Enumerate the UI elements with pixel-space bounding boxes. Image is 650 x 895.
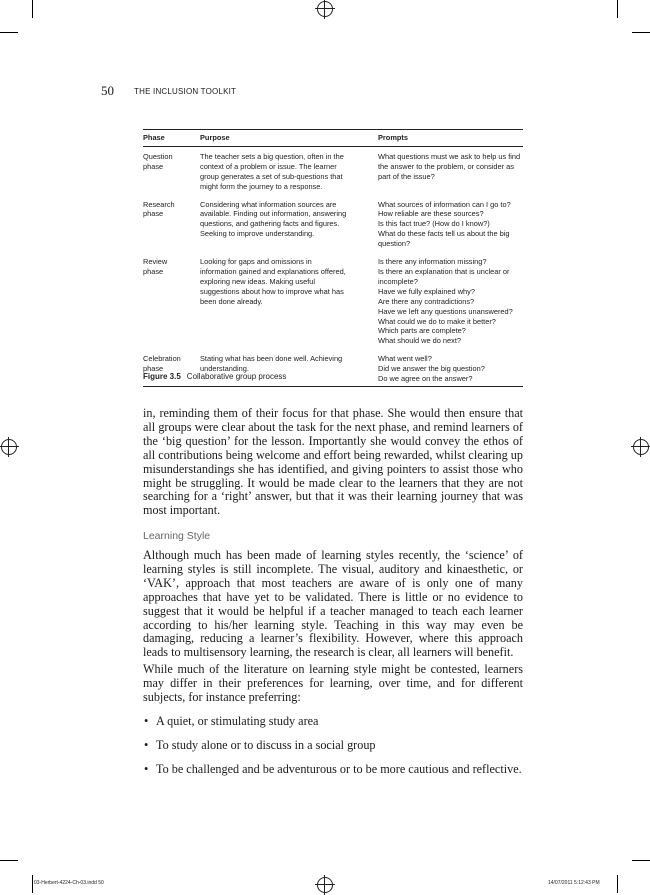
cell-line: the answer to the problem, or consider as bbox=[378, 161, 514, 171]
cell-line: Have we left any questions unanswered? bbox=[378, 306, 513, 316]
cell-line: questions, and gathering facts and figures. bbox=[200, 219, 340, 229]
crop-mark bbox=[0, 32, 18, 33]
column-header-prompts: Prompts bbox=[378, 130, 523, 147]
prompts-cell bbox=[378, 349, 523, 386]
prompts-cell bbox=[378, 146, 523, 194]
registration-mark-icon bbox=[1, 439, 17, 455]
bullet-icon: • bbox=[144, 738, 149, 752]
slug-file: 03-Herbert-4224-Ch-03.indd 50 bbox=[34, 880, 104, 886]
cell-line: Question bbox=[143, 151, 173, 161]
crop-mark bbox=[32, 875, 33, 893]
cell-line: What sources of information can I go to? bbox=[378, 199, 511, 209]
cell-line: part of the issue? bbox=[378, 171, 435, 181]
prompts-cell bbox=[378, 252, 523, 349]
cell-line: How reliable are these sources? bbox=[378, 209, 484, 219]
registration-mark-icon bbox=[317, 1, 333, 17]
cell-line: What could we do to make it better? bbox=[378, 316, 496, 326]
purpose-cell bbox=[200, 252, 378, 349]
cell-line: Is there an explanation that is unclear or bbox=[378, 266, 510, 276]
purpose-cell bbox=[200, 146, 378, 194]
cell-line: Are there any contradictions? bbox=[378, 296, 475, 306]
cell-line: context of a problem or issue. The learner bbox=[200, 161, 337, 171]
cell-line: What should we do next? bbox=[378, 336, 461, 346]
crop-mark bbox=[0, 860, 18, 861]
cell-line: Celebration bbox=[143, 354, 181, 364]
body-paragraph: Although much has been made of learning styles recently, the ‘science’ of learning styles is still incomplete. The visual, auditory and kinaesthetic, or ‘VAK’, approach that most teachers are aware of is only one of many approaches that have yet to be validated. There is little or no evidence to suggest that it would be helpful if a teacher managed to teach each learner according to his/her learning style. Teaching in this way may even be damaging, reducing a learner’s flexibility. However, where this approach leads to multisensory learning, the research is clear, all learners will benefit. bbox=[143, 548, 523, 660]
preference-list bbox=[143, 714, 533, 786]
slug-timestamp: 14/07/2011 5:12:43 PM bbox=[548, 880, 600, 886]
purpose-cell bbox=[200, 195, 378, 253]
table-header-row bbox=[143, 130, 523, 147]
figure-caption bbox=[143, 372, 286, 381]
bullet-icon: • bbox=[144, 762, 149, 776]
body-paragraph: While much of the literature on learning style might be contested, learners may differ in their preferences for learning, over time, and for different subjects, for instance preferring: bbox=[143, 662, 523, 704]
cell-line: The teacher sets a big question, often in the bbox=[200, 151, 344, 161]
cell-line: Did we answer the big question? bbox=[378, 364, 485, 374]
cell-line: Stating what has been done well. Achieving bbox=[200, 354, 343, 364]
figure-caption-text: Collaborative group process bbox=[186, 372, 287, 381]
running-head bbox=[101, 82, 236, 100]
phase-cell bbox=[143, 146, 200, 194]
cell-line: suggestions about how to improve what has bbox=[200, 286, 344, 296]
page-number: 50 bbox=[101, 83, 114, 98]
list-item-text: To be challenged and be adventurous or to be more cautious and reflective. bbox=[156, 762, 522, 776]
cell-line: What do these facts tell us about the big bbox=[378, 229, 510, 239]
registration-mark-icon bbox=[633, 439, 649, 455]
column-header-phase: Phase bbox=[143, 130, 200, 147]
body-paragraph: in, reminding them of their focus for that phase. She would then ensure that all groups were clear about the task for the next phase, and remind learners of the ‘big question’ for the lesson. Importantly she would convey the ethos of all contributions being welcome and effort being rewarded, whilst clearing up misunderstandings she has identified, and giving pointers to assist those who might be struggling. It would be made clear to the learners that they are not searching for a ‘right’ answer, but that it was their learning journey that was most important. bbox=[143, 406, 523, 518]
cell-line: Do we agree on the answer? bbox=[378, 374, 473, 384]
list-item bbox=[143, 738, 533, 752]
cell-line: available. Finding out information, answering bbox=[200, 209, 347, 219]
cell-line: Have we fully explained why? bbox=[378, 286, 475, 296]
column-header-purpose: Purpose bbox=[200, 130, 378, 147]
phase-cell bbox=[143, 252, 200, 349]
list-item bbox=[143, 714, 533, 728]
collaborative-process-table bbox=[143, 129, 523, 387]
prompts-cell bbox=[378, 195, 523, 253]
cell-line: Is this fact true? (How do I know?) bbox=[378, 219, 490, 229]
phase-cell bbox=[143, 195, 200, 253]
crop-mark bbox=[632, 860, 650, 861]
crop-mark bbox=[617, 875, 618, 893]
cell-line: might form the journey to a response. bbox=[200, 181, 323, 191]
cell-line: been done already. bbox=[200, 296, 263, 306]
cell-line: information gained and explanations offered, bbox=[200, 266, 346, 276]
table-row bbox=[143, 146, 523, 194]
cell-line: phase bbox=[143, 161, 164, 171]
cell-line: understanding. bbox=[200, 364, 249, 374]
cell-line: phase bbox=[143, 364, 164, 374]
cell-line: exploring new ideas. Making useful bbox=[200, 276, 316, 286]
cell-line: Is there any information missing? bbox=[378, 257, 487, 267]
cell-line: incomplete? bbox=[378, 276, 418, 286]
crop-mark bbox=[32, 0, 33, 18]
list-item-text: To study alone or to discuss in a social group bbox=[156, 738, 376, 752]
cell-line: Research bbox=[143, 199, 175, 209]
crop-mark bbox=[617, 0, 618, 18]
cell-line: phase bbox=[143, 209, 164, 219]
list-item-text: A quiet, or stimulating study area bbox=[156, 714, 319, 728]
cell-line: Looking for gaps and omissions in bbox=[200, 257, 312, 267]
registration-mark-icon bbox=[317, 877, 333, 893]
cell-line: question? bbox=[378, 239, 411, 249]
cell-line: Seeking to improve understanding. bbox=[200, 229, 315, 239]
cell-line: Considering what information sources are bbox=[200, 199, 337, 209]
crop-mark bbox=[632, 32, 650, 33]
cell-line: phase bbox=[143, 266, 164, 276]
cell-line: group generates a set of sub-questions that bbox=[200, 171, 343, 181]
cell-line: Review bbox=[143, 257, 168, 267]
cell-line: What went well? bbox=[378, 354, 432, 364]
table-row bbox=[143, 252, 523, 349]
section-heading: Learning Style bbox=[143, 530, 211, 542]
cell-line: Which parts are complete? bbox=[378, 326, 466, 336]
list-item bbox=[143, 762, 533, 776]
book-title: THE INCLUSION TOOLKIT bbox=[134, 87, 237, 96]
table-row bbox=[143, 195, 523, 253]
figure-label: Figure 3.5 bbox=[143, 372, 181, 381]
bullet-icon: • bbox=[144, 714, 149, 728]
cell-line: What questions must we ask to help us find bbox=[378, 151, 521, 161]
